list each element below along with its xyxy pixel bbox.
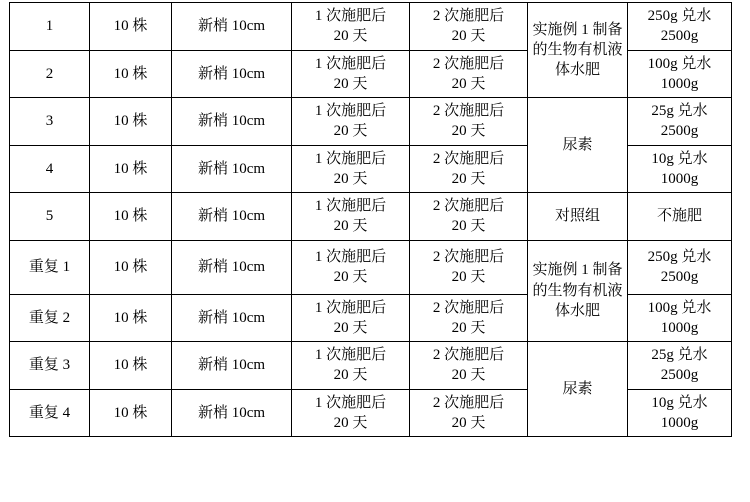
dose-line1: 250g 兑水 <box>647 248 712 265</box>
second-line2: 20 天 <box>451 319 486 336</box>
first-line1: 1 次施肥后 <box>314 103 387 119</box>
dose-line1: 100g 兑水 <box>647 299 712 316</box>
first-line2: 20 天 <box>333 218 368 235</box>
cell-group <box>528 193 628 241</box>
cell-first-fertilization <box>292 145 410 193</box>
dose-line2: 1000g <box>660 170 699 187</box>
first-line2: 20 天 <box>333 319 368 336</box>
dose-line2: 2500g <box>660 28 699 45</box>
second-line2: 20 天 <box>451 28 486 45</box>
dose-line1: 25g 兑水 <box>651 347 708 363</box>
second-line1: 2 次施肥后 <box>432 198 505 214</box>
dose-line1: 10g 兑水 <box>651 394 708 411</box>
group-label: 实施例 1 制备的生物有机液体水肥 <box>532 21 623 79</box>
cell-second-fertilization <box>410 193 528 241</box>
cell-dose <box>628 50 732 98</box>
cell-dose <box>628 342 732 390</box>
cell-no: 5 <box>10 193 90 241</box>
second-line1: 2 次施肥后 <box>432 103 505 119</box>
cell-dose <box>628 145 732 193</box>
first-line1: 1 次施肥后 <box>314 198 387 214</box>
cell-group <box>528 342 628 437</box>
cell-group <box>528 240 628 342</box>
first-line2: 20 天 <box>333 123 368 140</box>
table-row <box>10 3 732 51</box>
cell-no: 4 <box>10 145 90 193</box>
cell-no: 重复 4 <box>10 389 90 437</box>
cell-shoot: 新梢 10cm <box>172 145 292 193</box>
second-line1: 2 次施肥后 <box>432 347 505 363</box>
second-line2: 20 天 <box>451 123 486 140</box>
cell-dose <box>628 389 732 437</box>
table-row <box>10 240 732 294</box>
cell-no: 重复 3 <box>10 342 90 390</box>
dose-line1: 不施肥 <box>656 208 702 225</box>
dose-line2: 2500g <box>660 269 699 285</box>
first-line1: 1 次施肥后 <box>314 299 387 316</box>
second-line1: 2 次施肥后 <box>432 394 505 411</box>
cell-group <box>528 98 628 193</box>
second-line2: 20 天 <box>451 218 486 235</box>
cell-second-fertilization <box>410 389 528 437</box>
second-line1: 2 次施肥后 <box>432 150 505 167</box>
cell-no: 重复 2 <box>10 294 90 342</box>
dose-line2: 1000g <box>660 414 699 431</box>
cell-shoot: 新梢 10cm <box>172 342 292 390</box>
cell-group <box>528 3 628 98</box>
cell-second-fertilization <box>410 3 528 51</box>
cell-shoot: 新梢 10cm <box>172 3 292 51</box>
cell-count: 10 株 <box>90 3 172 51</box>
cell-first-fertilization <box>292 240 410 294</box>
second-line2: 20 天 <box>451 170 486 187</box>
cell-no: 2 <box>10 50 90 98</box>
cell-count: 10 株 <box>90 389 172 437</box>
cell-shoot: 新梢 10cm <box>172 50 292 98</box>
cell-first-fertilization <box>292 294 410 342</box>
cell-second-fertilization <box>410 342 528 390</box>
cell-count: 10 株 <box>90 193 172 241</box>
first-line1: 1 次施肥后 <box>314 150 387 167</box>
cell-no: 重复 1 <box>10 240 90 294</box>
first-line1: 1 次施肥后 <box>314 394 387 411</box>
dose-line2: 1000g <box>660 75 699 92</box>
dose-line1: 25g 兑水 <box>651 103 708 119</box>
cell-count: 10 株 <box>90 294 172 342</box>
dose-line1: 100g 兑水 <box>647 55 712 72</box>
cell-first-fertilization <box>292 3 410 51</box>
first-line2: 20 天 <box>333 414 368 431</box>
group-label: 尿素 <box>562 136 593 153</box>
cell-dose <box>628 240 732 294</box>
group-label: 对照组 <box>554 208 600 225</box>
cell-count: 10 株 <box>90 145 172 193</box>
first-line1: 1 次施肥后 <box>314 55 387 72</box>
second-line1: 2 次施肥后 <box>432 55 505 72</box>
first-line2: 20 天 <box>333 367 368 384</box>
first-line2: 20 天 <box>333 75 368 92</box>
group-label: 实施例 1 制备的生物有机液体水肥 <box>532 262 623 319</box>
cell-shoot: 新梢 10cm <box>172 389 292 437</box>
second-line2: 20 天 <box>451 367 486 384</box>
cell-shoot: 新梢 10cm <box>172 294 292 342</box>
second-line1: 2 次施肥后 <box>432 248 505 265</box>
cell-second-fertilization <box>410 240 528 294</box>
dose-line1: 250g 兑水 <box>647 8 712 24</box>
experiment-table <box>9 2 732 437</box>
cell-count: 10 株 <box>90 342 172 390</box>
cell-first-fertilization <box>292 342 410 390</box>
table-row <box>10 193 732 241</box>
table-row <box>10 98 732 146</box>
first-line1: 1 次施肥后 <box>314 8 387 24</box>
first-line2: 20 天 <box>333 269 368 285</box>
group-label: 尿素 <box>562 380 593 397</box>
cell-count: 10 株 <box>90 240 172 294</box>
dose-line2: 2500g <box>660 367 699 384</box>
first-line1: 1 次施肥后 <box>314 347 387 363</box>
cell-shoot: 新梢 10cm <box>172 98 292 146</box>
dose-line1: 10g 兑水 <box>651 150 708 167</box>
cell-dose <box>628 3 732 51</box>
first-line2: 20 天 <box>333 28 368 45</box>
cell-first-fertilization <box>292 389 410 437</box>
cell-shoot: 新梢 10cm <box>172 193 292 241</box>
second-line2: 20 天 <box>451 414 486 431</box>
dose-line2: 2500g <box>660 123 699 140</box>
second-line2: 20 天 <box>451 269 486 285</box>
cell-second-fertilization <box>410 50 528 98</box>
first-line2: 20 天 <box>333 170 368 187</box>
cell-count: 10 株 <box>90 50 172 98</box>
cell-first-fertilization <box>292 98 410 146</box>
cell-shoot: 新梢 10cm <box>172 240 292 294</box>
second-line1: 2 次施肥后 <box>432 8 505 24</box>
table-row <box>10 342 732 390</box>
cell-second-fertilization <box>410 294 528 342</box>
cell-dose <box>628 294 732 342</box>
cell-second-fertilization <box>410 98 528 146</box>
first-line1: 1 次施肥后 <box>314 248 387 265</box>
cell-first-fertilization <box>292 50 410 98</box>
cell-dose <box>628 193 732 241</box>
cell-first-fertilization <box>292 193 410 241</box>
cell-second-fertilization <box>410 145 528 193</box>
document-page <box>0 2 750 502</box>
cell-count: 10 株 <box>90 98 172 146</box>
cell-no: 1 <box>10 3 90 51</box>
cell-dose <box>628 98 732 146</box>
cell-no: 3 <box>10 98 90 146</box>
dose-line2: 1000g <box>660 319 699 336</box>
second-line1: 2 次施肥后 <box>432 299 505 316</box>
second-line2: 20 天 <box>451 75 486 92</box>
